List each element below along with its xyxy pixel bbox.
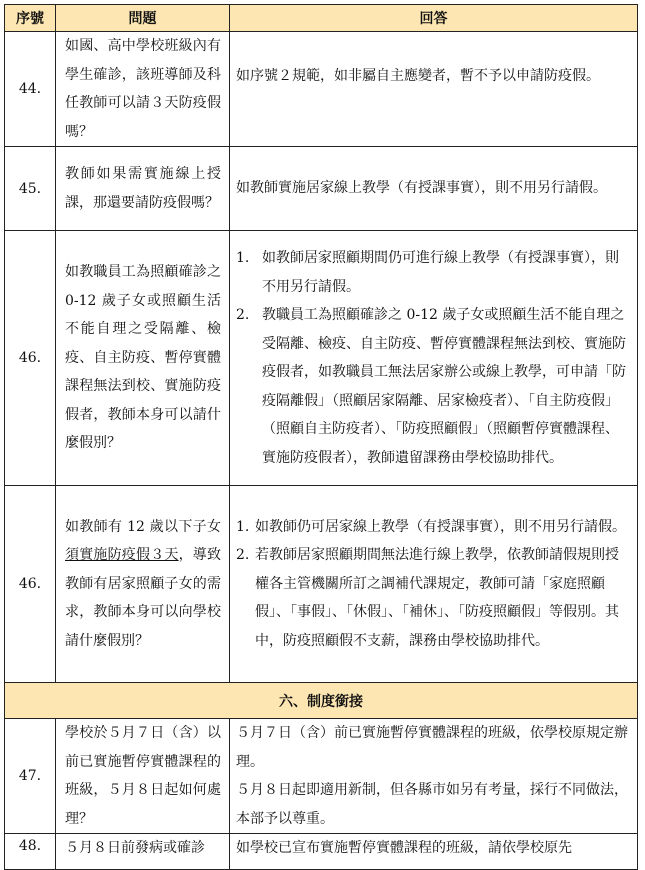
answer-cell: 如教師實施居家線上教學（有授課事實），則不用另行請假。 bbox=[230, 147, 638, 231]
question-cell: 學校於５月７日（含）以前已實施暫停實體課程的班級，５月８日起如何處理？ bbox=[56, 719, 230, 834]
table-row bbox=[5, 834, 638, 870]
answer-paragraph: ５月８日起即適用新制，但各縣市如另有考量，採行不同做法，本部予以尊重。 bbox=[236, 782, 628, 827]
question-cell: ５月８日前發病或確診 bbox=[56, 834, 230, 870]
answer-item bbox=[236, 244, 631, 301]
answer-paragraph: ５月７日（含）前已實施暫停實體課程的班級，依學校原規定辦理。 bbox=[236, 725, 628, 770]
question-cell: 如國、高中學校班級內有學生確診，該班導師及科任教師可以請３天防疫假嗎？ bbox=[56, 32, 230, 147]
answer-item bbox=[236, 541, 631, 655]
answer-cell bbox=[230, 231, 638, 486]
row-number: 46. bbox=[5, 486, 56, 683]
question-underlined-text: 須實施防疫假３天 bbox=[65, 547, 179, 564]
answer-cell bbox=[230, 719, 638, 834]
answer-item bbox=[236, 513, 631, 542]
row-number: 45. bbox=[5, 147, 56, 231]
answer-item-number: 2. bbox=[236, 307, 250, 323]
answer-item-text: 教職員工為照顧確診之 0-12 歲子女或照顧生活不能自理之受隔離、檢疫、自主防疫、暫停實體課程無法到校、實施防疫假者，如教職員工無法居家辦公或線上教學，可申請「防疫隔離假」（照顧居家隔離、居家檢疫者）、「自主防疫假」（照顧自主防疫者）、「防疫照顧假」（照顧暫停實體課程、實施防疫假者），教師遺留課務由學校協助排代。 bbox=[262, 307, 626, 466]
answer-item-number: 2. bbox=[236, 547, 250, 564]
row-number: 47. bbox=[5, 719, 56, 834]
table-row bbox=[5, 231, 638, 486]
table-row bbox=[5, 32, 638, 147]
question-text: ，導致教師有居家照顧子女的需求，教師本身可以向學校請什麼假別？ bbox=[65, 547, 222, 649]
section-row bbox=[5, 683, 638, 719]
answer-item-text: 如教師仍可居家線上教學（有授課事實），則不用另行請假。 bbox=[255, 518, 626, 535]
header-no: 序號 bbox=[5, 5, 56, 32]
faq-table bbox=[4, 4, 638, 870]
table-row bbox=[5, 147, 638, 231]
question-cell: 教師如果需實施線上授課，那還要請防疫假嗎？ bbox=[56, 147, 230, 231]
header-answer: 回答 bbox=[230, 5, 638, 32]
answer-item-text: 若教師居家照顧期間無法進行線上教學，依教師請假規則授權各主管機關所訂之調補代課規定，教師可請「家庭照顧假」、「事假」、「休假」、「補休」、「防疫照顧假」等假別。其中，防疫照顧假不支薪，課務由學校協助排代。 bbox=[255, 547, 619, 649]
question-text: 如教師有 12 歲以下子女 bbox=[65, 518, 221, 535]
answer-cell bbox=[230, 486, 638, 683]
answer-item-number: 1. bbox=[236, 518, 250, 535]
row-number: 46. bbox=[5, 231, 56, 486]
answer-item bbox=[236, 301, 631, 472]
header-row bbox=[5, 5, 638, 32]
question-cell bbox=[56, 486, 230, 683]
answer-item-text: 如教師居家照顧期間仍可進行線上教學（有授課事實），則不用另行請假。 bbox=[262, 250, 619, 295]
question-cell: 如教職員工為照顧確診之 0-12 歲子女或照顧生活不能自理之受隔離、檢疫、自主防疫、暫停實體課程無法到校、實施防疫假者，教師本身可以請什麼假別？ bbox=[56, 231, 230, 486]
section-title: 六、制度銜接 bbox=[5, 683, 638, 719]
answer-item-number: 1. bbox=[236, 250, 250, 266]
answer-cell: 如序號２規範，如非屬自主應變者，暫不予以申請防疫假。 bbox=[230, 32, 638, 147]
answer-cell: 如學校已宣布實施暫停實體課程的班級，請依學校原先 bbox=[230, 834, 638, 870]
row-number: 48. bbox=[5, 834, 56, 870]
row-number: 44. bbox=[5, 32, 56, 147]
table-row bbox=[5, 719, 638, 834]
header-question: 問題 bbox=[56, 5, 230, 32]
table-row bbox=[5, 486, 638, 683]
